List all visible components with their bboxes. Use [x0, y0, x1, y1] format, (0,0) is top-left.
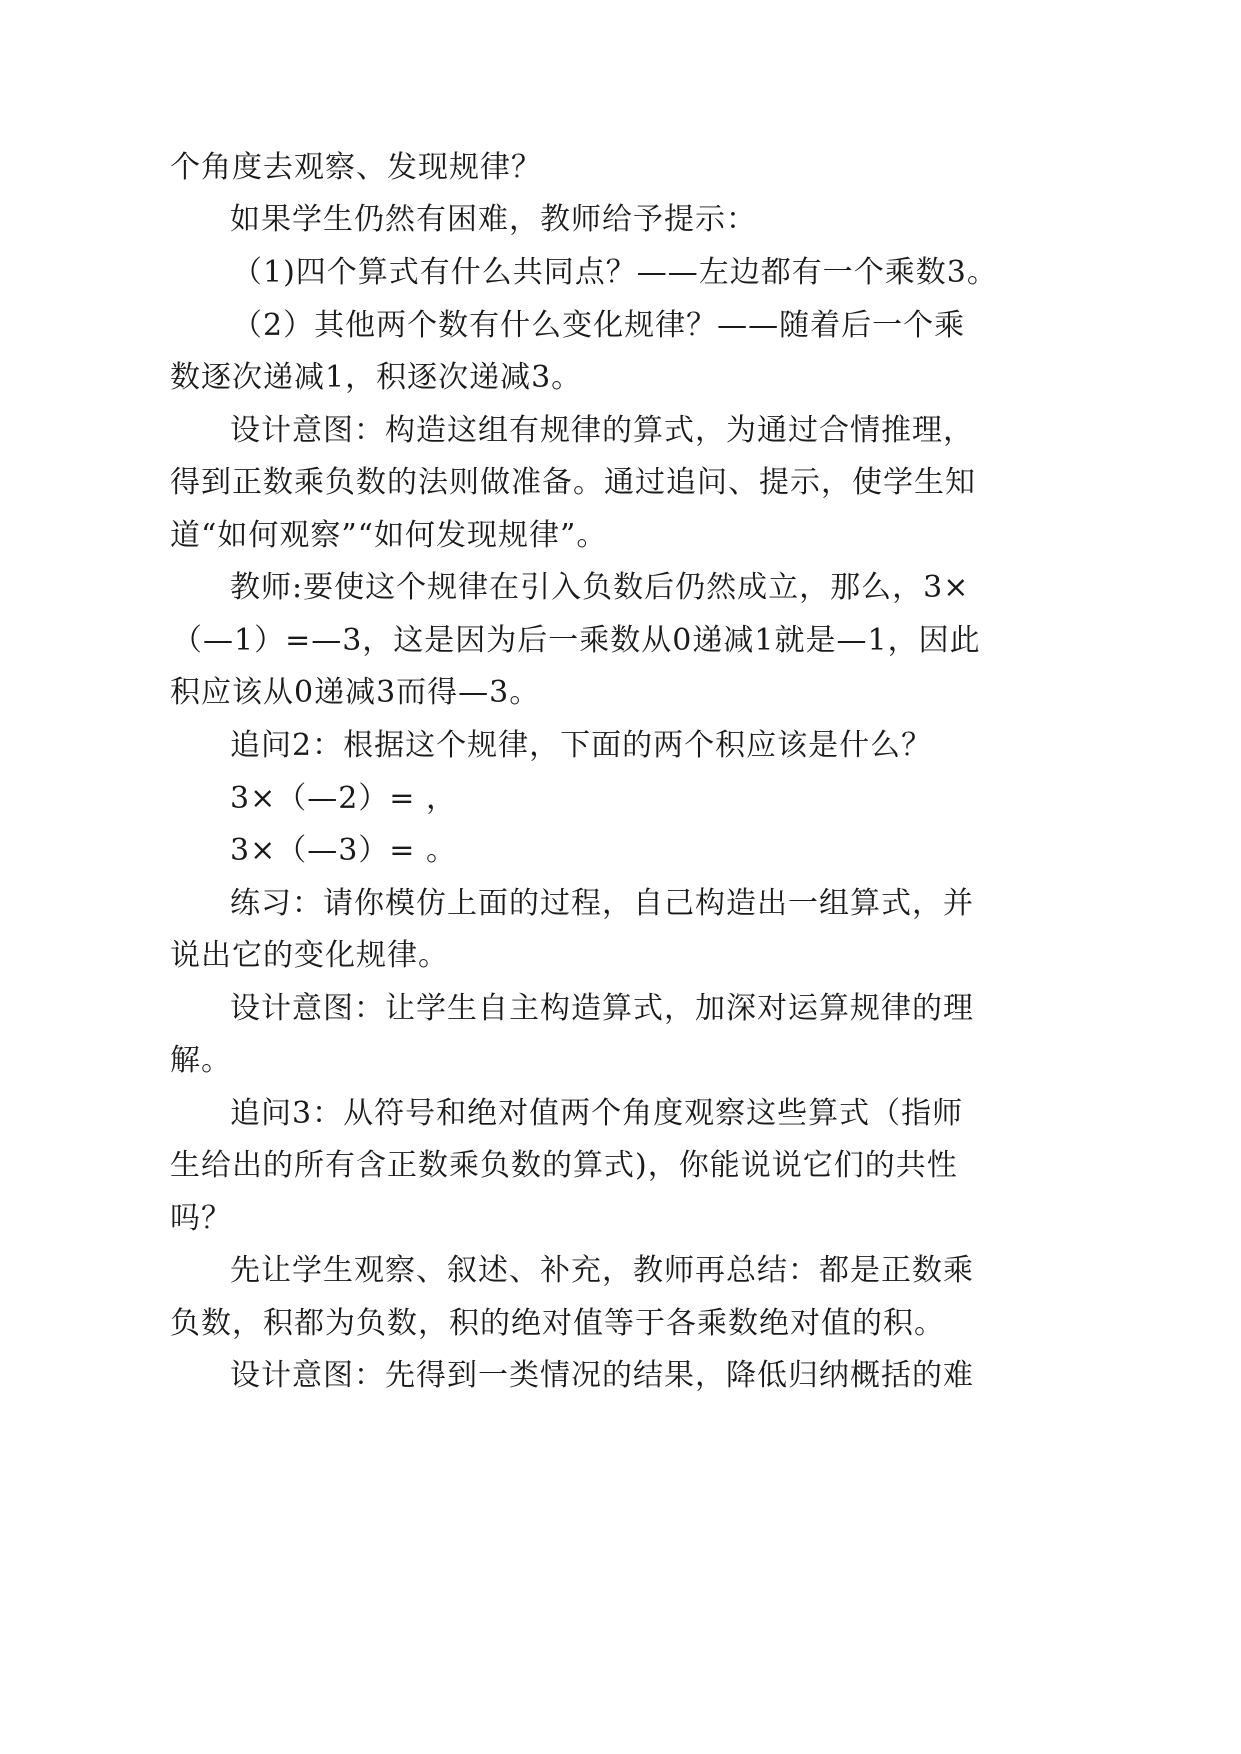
- text-line: 练习：请你模仿上面的过程，自己构造出一组算式，并: [230, 886, 974, 921]
- text-line: 吗？: [170, 1201, 232, 1236]
- text-line: 追问2：根据这个规律，下面的两个积应该是什么？: [230, 728, 933, 763]
- text-line: （—1）=—3，这是因为后一乘数从0递减1就是—1，因此: [172, 623, 981, 658]
- text-line: 生给出的所有含正数乘负数的算式)，你能说说它们的共性: [170, 1148, 958, 1183]
- text-line: 设计意图：先得到一类情况的结果，降低归纳概括的难: [230, 1358, 974, 1393]
- text-line: 负数，积都为负数，积的绝对值等于各乘数绝对值的积。: [170, 1306, 945, 1341]
- text-line: （1)四个算式有什么共同点？——左边都有一个乘数3。: [232, 255, 998, 290]
- text-line: 3×（—3）= 。: [230, 833, 457, 868]
- text-line: 设计意图：让学生自主构造算式，加深对运算规律的理: [230, 991, 974, 1026]
- text-line: 先让学生观察、叙述、补充，教师再总结：都是正数乘: [230, 1253, 974, 1288]
- text-line: 解。: [170, 1043, 232, 1078]
- text-line: 个角度去观察、发现规律？: [170, 150, 542, 185]
- text-line: 如果学生仍然有困难，教师给予提示：: [230, 202, 757, 237]
- text-line: 追问3：从符号和绝对值两个角度观察这些算式（指师: [230, 1096, 964, 1131]
- text-line: 设计意图：构造这组有规律的算式，为通过合情推理，: [230, 413, 974, 448]
- text-line: 说出它的变化规律。: [170, 938, 449, 973]
- text-line: 3×（—2）= ，: [230, 781, 457, 816]
- text-line: 积应该从0递减3而得—3。: [170, 675, 541, 710]
- text-line: （2）其他两个数有什么变化规律？——随着后一个乘: [232, 308, 966, 343]
- text-line: 道“如何观察”“如何发现规律”。: [170, 518, 608, 553]
- text-line: 得到正数乘负数的法则做准备。通过追问、提示，使学生知: [170, 465, 976, 500]
- text-line: 教师:要使这个规律在引入负数后仍然成立，那么，3×: [230, 570, 970, 605]
- text-line: 数逐次递减1，积逐次递减3。: [170, 360, 583, 395]
